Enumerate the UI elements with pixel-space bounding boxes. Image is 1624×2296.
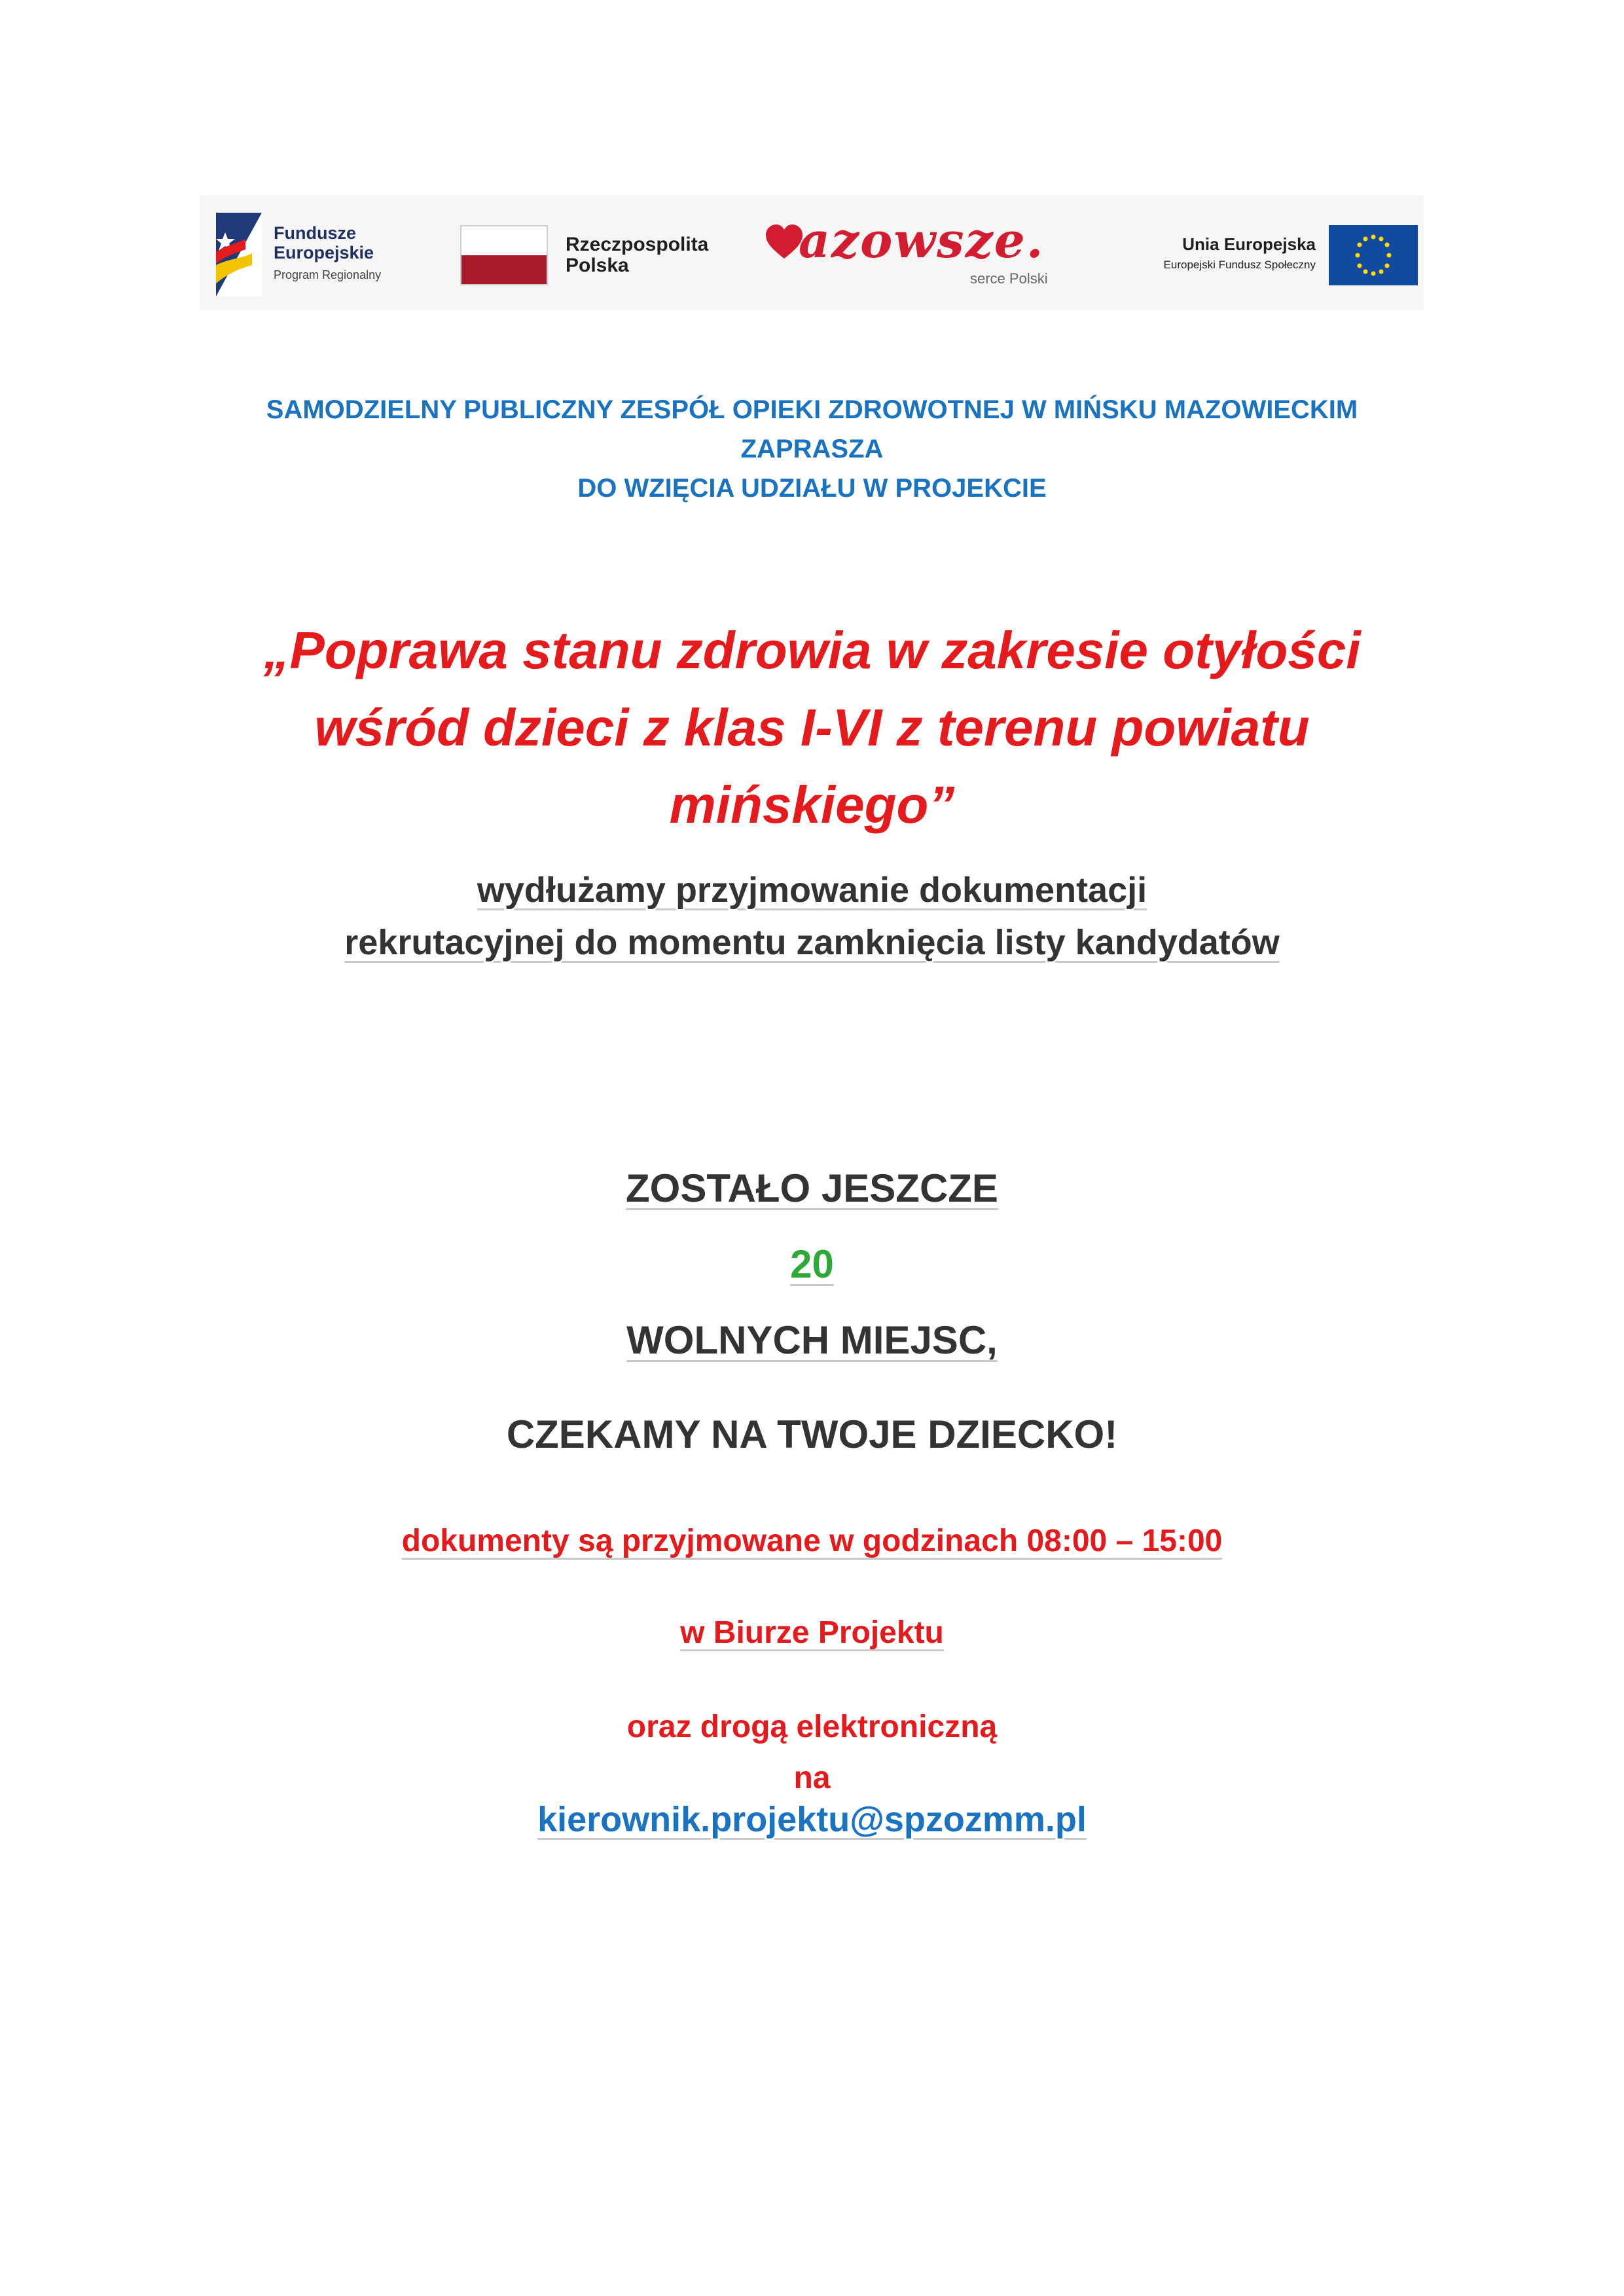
- mazowsze-word: azowsze.: [799, 213, 1045, 269]
- polish-flag-icon: [460, 225, 548, 285]
- fundusze-europejskie-logo: [216, 213, 412, 296]
- call-to-action-text: CZEKAMY NA TWOJE DZIECKO!: [506, 1412, 1118, 1456]
- fundusze-sub: Program Regionalny: [274, 268, 382, 281]
- office-hours-text: dokumenty są przyjmowane w godzinach 08:00 – 15:00: [401, 1524, 1223, 1558]
- contact-email: [0, 1793, 1624, 1846]
- availability-line1: ZOSTAŁO JESZCZE: [626, 1166, 998, 1210]
- organization-project: DO WZIĘCIA UDZIAŁU W PROJEKCIE: [577, 474, 1047, 503]
- fundusze-line1: Fundusze: [274, 223, 356, 243]
- fundusze-label: [274, 223, 374, 262]
- mazowsze-logo: [766, 213, 1093, 298]
- online-line2: na: [793, 1761, 831, 1795]
- extension-line1: wydłużamy przyjmowanie dokumentacji: [477, 870, 1147, 910]
- call-to-action: [0, 1408, 1624, 1461]
- organization-name: SAMODZIELNY PUBLICZNY ZESPÓŁ OPIEKI ZDROWOTNEJ W MIŃSKU MAZOWIECKIM: [266, 395, 1358, 424]
- project-title: [0, 612, 1624, 844]
- ue-title: Unia Europejska: [1182, 234, 1316, 254]
- availability-notice: [0, 1151, 1624, 1378]
- project-office: [0, 1610, 1624, 1656]
- ue-label: [1132, 234, 1316, 272]
- extension-notice: [0, 864, 1624, 969]
- contact-email-link[interactable]: kierownik.projektu@spzozmm.pl: [537, 1800, 1087, 1839]
- eu-flag-icon: [1329, 225, 1418, 285]
- organization-invites: ZAPRASZA: [740, 435, 884, 463]
- fundusze-logo-icon: [216, 213, 262, 296]
- rp-label: [566, 234, 708, 276]
- office-hours: [0, 1518, 1624, 1564]
- rp-line2: Polska: [566, 255, 629, 276]
- ue-sub: Europejski Fundusz Społeczny: [1163, 259, 1316, 271]
- extension-line2: rekrutacyjnej do momentu zamknięcia listy kandydatów: [344, 923, 1280, 962]
- project-title-line1: „Poprawa stanu zdrowia w zakresie otyłości: [263, 621, 1361, 679]
- online-submission: [0, 1702, 1624, 1804]
- project-office-text: w Biurze Projektu: [680, 1615, 944, 1650]
- heart-icon: [766, 224, 803, 261]
- organization-heading: [0, 390, 1624, 508]
- project-title-line2: wśród dzieci z klas I-VI z terenu powiatu: [314, 698, 1310, 757]
- project-title-line3: mińskiego”: [669, 776, 955, 834]
- rp-line1: Rzeczpospolita: [566, 234, 709, 255]
- mazowsze-sub: serce Polski: [970, 270, 1048, 287]
- fundusze-line2: Europejskie: [274, 243, 374, 262]
- online-line1: oraz drogą elektroniczną: [626, 1710, 998, 1744]
- eu-stars-icon: [1329, 225, 1418, 285]
- available-places-count: 20: [790, 1242, 834, 1286]
- availability-line3: WOLNYCH MIEJSC,: [626, 1318, 998, 1362]
